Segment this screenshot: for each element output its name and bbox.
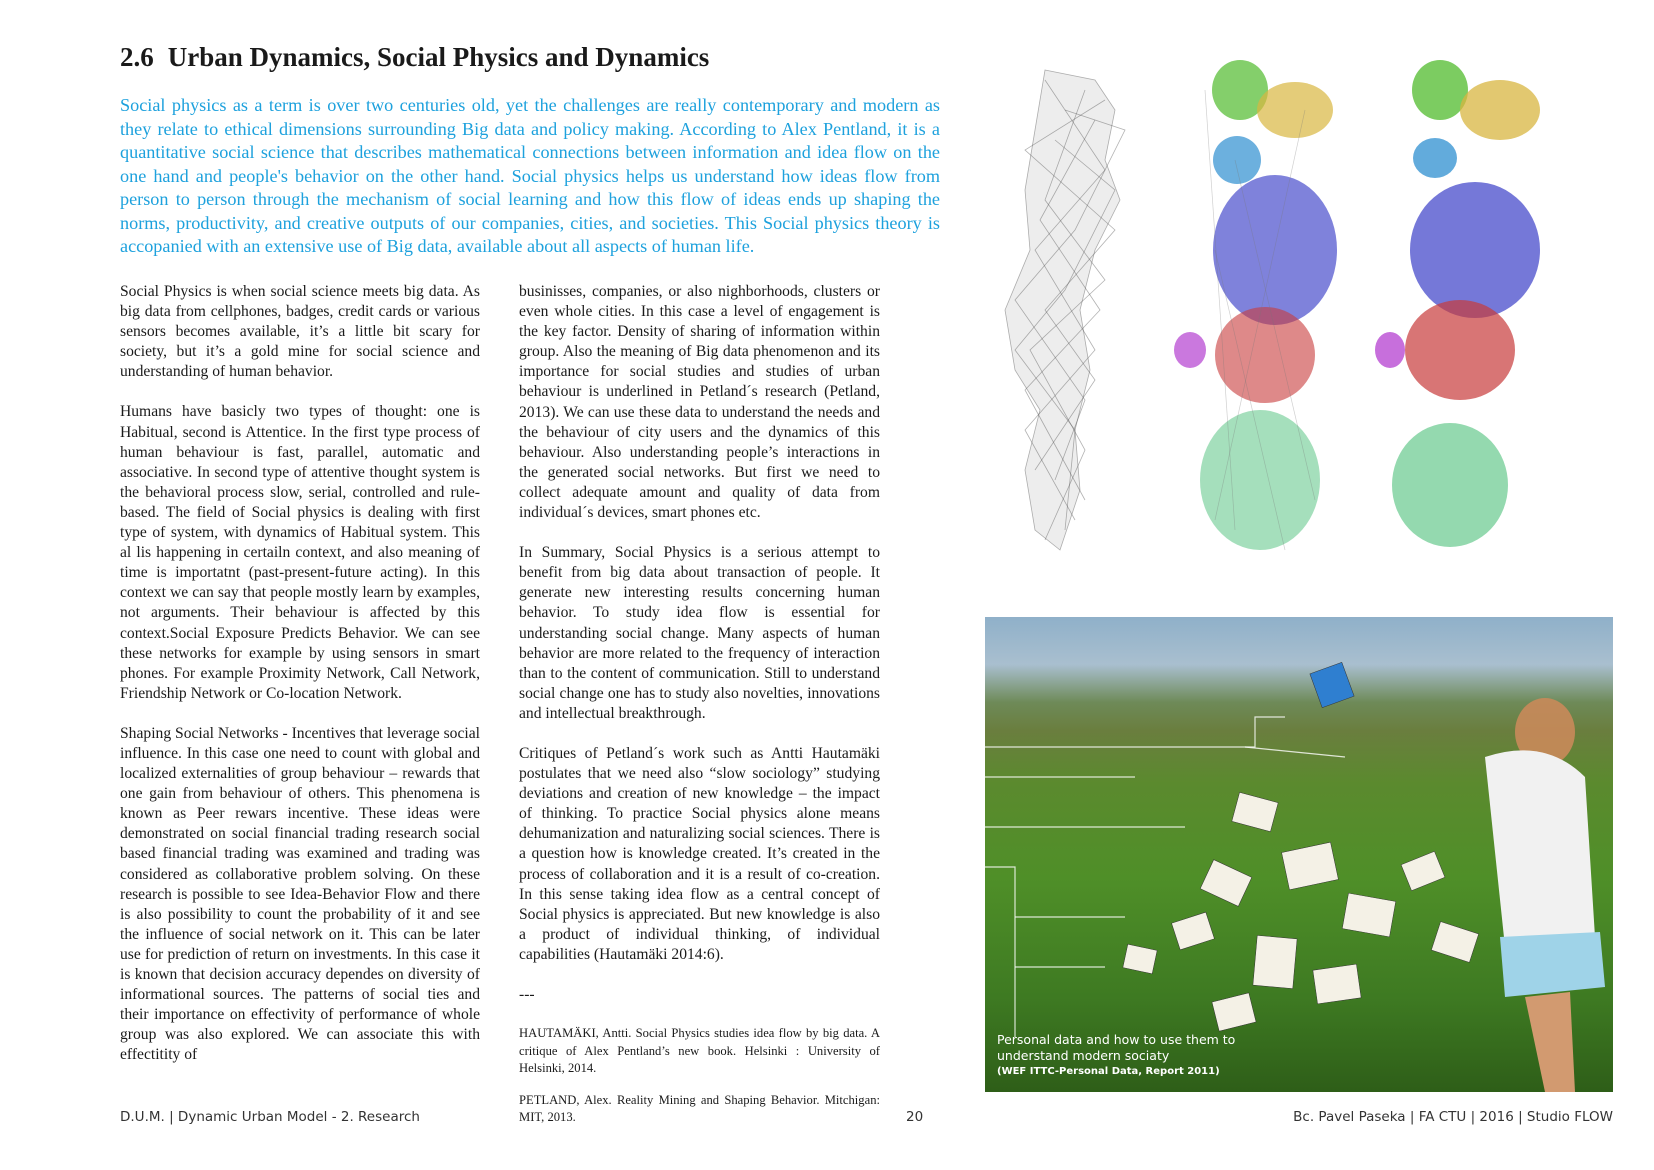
- footer-left: D.U.M. | Dynamic Urban Model - 2. Research: [120, 1109, 420, 1125]
- paragraph: Humans have basicly two types of thought: one is Habitual, second is Attentice. In the first type process of human behaviour is fast, parallel, automatic and associative. In second type of attentive thought system is the behavioral process slow, serial, controlled and rule-based. The field of Social physics is dealing with first type of system, with dynamics of Habitual system. This al lis happening in certailn context, and also meaning of time is importatnt (past-present-future acting). In this context we can say that people mostly learn by examples, not arguments. Their behaviour is affected by this context.Social Exposure Predicts Behavior. We can see these networks for example by using sensors in smart phones. For example Proximity Network, Call Network, Friendship Network or Co-location Network.: [120, 403, 480, 702]
- paragraph: Shaping Social Networks - Incentives that leverage social influence. In this case one need to count with global and localized externalities of group behaviour – rewards that one gain from behaviour of others. This phenomena is known as Peer rewars incentive. These ideas were demonstrated on social financial trading research social based financial trading was examined and trading was considered as collaborative problem solving. On these research is possible to see Idea-Behavior Flow and there is also possibility to count the probability of it and see the influence of social network on it. This can be later use for prediction of return on investments. In this case it is known that decision accuracy dependes on diversity of informational sources. The patterns of social ties and their importance on effectivity of performance of whole group was also explored. We can associate this with effectitity of: [120, 724, 480, 1064]
- network-maps-figure: [985, 50, 1625, 590]
- section-number: 2.6: [120, 42, 154, 72]
- segmented-cluster-map: [1375, 60, 1540, 547]
- references-separator: ---: [519, 986, 535, 1003]
- footer-right: Bc. Pavel Paseka | FA CTU | 2016 | Studio FLOW: [1293, 1109, 1613, 1125]
- section-title: Urban Dynamics, Social Physics and Dynamics: [167, 42, 710, 72]
- clustered-network-map: [1174, 60, 1337, 550]
- reference-item: PETLAND, Alex. Reality Mining and Shaping Behavior. Mitchigan: MIT, 2013.: [519, 1092, 880, 1125]
- reference-item: HAUTAMÄKI, Antti. Social Physics studies idea flow by big data. A critique of Alex Pentland’s new book. Helsinki : University of Helsinki, 2014.: [519, 1026, 880, 1076]
- paragraph: Social Physics is when social science meets big data. As big data from cellphones, badges, credit cards or various sensors becomes available, it’s a little bit scary for society, but it’s a gold mine for social science and understanding of human behavior.: [120, 283, 480, 381]
- paragraph: In Summary, Social Physics is a serious attempt to benefit from big data about transaction of people. It generate new interesting results concerning human behavior. To study idea flow is essential for understanding social change. Many aspects of human behavior are more related to the frequency of interaction than to the content of communication. Still to understand social change one has to study also novelties, innovations and intellectual breakthrough.: [519, 544, 880, 722]
- photo-caption: [997, 1032, 1235, 1080]
- network-maps-graphic: [985, 50, 1625, 590]
- intro-paragraph: Social physics as a term is over two centuries old, yet the challenges are really contemporary and modern as they relate to ethical dimensions surrounding Big data and policy making. According to Alex Pentland, it is a quantitative social science that describes mathematical connections between information and idea flow on the one hand and people's behavior on the other hand. Social physics helps us understand how ideas flow from person to person through the mechanism of social learning and how this flow of ideas ends up shaping the norms, productivity, and creative outputs of our companies, cities, and societies. This Social physics theory is accopanied with an extensive use of Big data, available about all aspects of human life.: [120, 95, 940, 256]
- caption-line: Personal data and how to use them to: [997, 1032, 1236, 1047]
- paragraph: businisses, companies, or also nighborhoods, clusters or even whole cities. In this case a level of engagement is the key factor. Density of sharing of information within group. Also the meaning of Big data phenomenon and its importance for social studies and studies of urban behaviour is underlined in Petland´s research (Petland, 2013). We can use these data to understand the needs and the behaviour of city users and the dynamics of this behaviour. Also understanding people’s interactions in the generated social networks. But first we need to collect adequate amount and quality of data from individual´s devices, smart phones etc.: [519, 283, 880, 522]
- paragraph: Critiques of Petland´s work such as Antti Hautamäki postulates that we need also “slow sociology” studying deviations and creation of new knowledge – the impact of thinking. To practice Social physics alone means dehumanization and naturalizing social sciences. There is a question how is knowledge created. It’s created in the process of collaboration and it is a result of co-creation. In this sense taking idea flow as a central concept of Social physics is appreciated. But new knowledge is also a product of individual thinking, of individual capabilities (Hautamäki 2014:6).: [519, 744, 880, 963]
- page-number: 20: [906, 1109, 924, 1125]
- caption-line: understand modern sociaty: [997, 1048, 1170, 1063]
- runner-figure: [1485, 698, 1605, 1092]
- text-column-right: [519, 282, 880, 1141]
- personal-data-photo: [985, 617, 1613, 1092]
- caption-source: (WEF ITTC-Personal Data, Report 2011): [997, 1066, 1220, 1077]
- section-heading: [120, 42, 709, 73]
- photo-illustration: [985, 617, 1613, 1092]
- gray-network-map: [1005, 70, 1125, 550]
- text-column-left: [120, 282, 480, 1085]
